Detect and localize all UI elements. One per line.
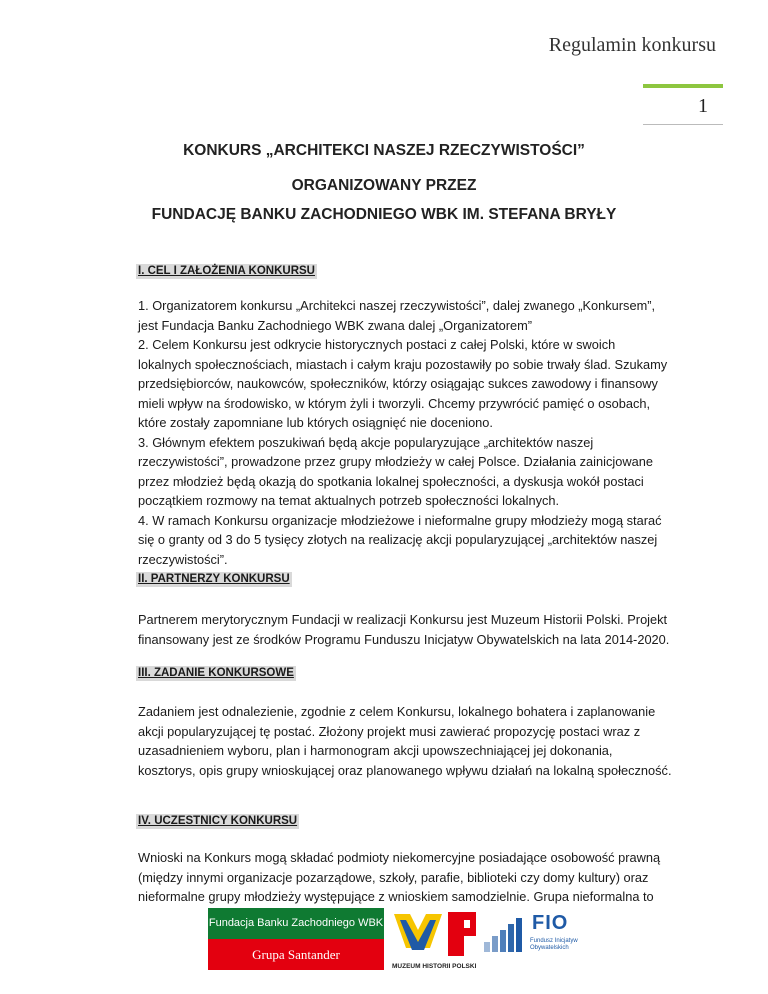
fio-logo-subtext: Fundusz Inicjatyw Obywatelskich (530, 938, 578, 951)
text-line: przez młodzież będą okazją do spotkania lokalnej społeczności, a dyskusja wokół postaci (138, 473, 644, 489)
text-line: Zadaniem jest odnalezienie, zgodnie z celem Konkursu, lokalnego bohatera i zaplanowanie (138, 704, 656, 719)
fio-logo-text: FIO (532, 912, 569, 934)
text-line: 2. Celem Konkursu jest odkrycie historycznych postaci z całej Polski, które w swoich (138, 337, 616, 352)
document-title: KONKURS „ARCHITEKCI NASZEJ RZECZYWISTOŚCI” (183, 142, 585, 159)
section-1-body (138, 296, 698, 569)
header-accent-bar (643, 84, 723, 88)
text-line: nieformalne grupy młodzieży występujące z wnioskiem samodzielnie. Grupa nieformalna to (138, 889, 654, 904)
section-3-title: III. ZADANIE KONKURSOWE (138, 667, 294, 679)
section-3-body (138, 702, 698, 780)
text-line: Wnioski na Konkurs mogą składać podmioty niekomercyjne posiadające osobowość prawną (138, 850, 661, 865)
text-line: kosztorys, opis grupy wnioskującej oraz planowanego wpływu działań na lokalną społeczność. (138, 762, 672, 778)
fundacja-bzwbk-logo (208, 908, 384, 970)
muzeum-historii-polski-logo (392, 908, 478, 970)
document-subtitle: ORGANIZOWANY PRZEZ (291, 177, 477, 194)
text-line: się o granty od 3 do 5 tysięcy złotych na realizację akcji popularyzującej „architektów naszej (138, 532, 658, 547)
section-4-title: IV. UCZESTNICY KONKURSU (138, 815, 298, 827)
text-line: mieli wpływ na środowisko, w którym żyli i tworzyli. Chcemy przywrócić pamięć o osobach, (138, 395, 651, 411)
text-line: akcji popularyzującej tę postać. Złożony projekt musi zawierać propozycję postaci wraz z (138, 723, 641, 739)
text-line: 1. Organizatorem konkursu „Architekci naszej rzeczywistości”, dalej zwanego „Konkursem”, (138, 298, 656, 313)
text-line: rzeczywistości”. (138, 551, 228, 567)
footer-logos (208, 908, 592, 984)
text-line: 3. Głównym efektem poszukiwań będą akcje popularyzujące „architektów naszej (138, 434, 594, 450)
text-line: jest Fundacja Banku Zachodniego WBK zwana dalej „Organizatorem” (138, 317, 533, 333)
text-line: rzeczywistości”, prowadzone przez grupy młodzieży w całej Polsce. Działania zainicjowane (138, 454, 653, 469)
page-number-rule (643, 124, 723, 125)
section-4-body (138, 848, 698, 907)
page-number: 1 (698, 95, 708, 117)
text-line: Partnerem merytorycznym Fundacji w realizacji Konkursu jest Muzeum Historii Polski. Projekt (138, 612, 668, 627)
text-line: przedsiębiorców, naukowców, społeczników, którzy osiągając sukces zawodowy i finansowy (138, 376, 658, 391)
section-1-title: I. CEL I ZAŁOŻENIA KONKURSU (138, 265, 315, 277)
text-line: początkiem rozmowy na temat aktualnych potrzeb społeczności lokalnych. (138, 493, 560, 508)
text-line: 4. W ramach Konkursu organizacje młodzieżowe i nieformalne grupy młodzieży mogą starać (138, 512, 662, 528)
muzeum-mark-icon (392, 908, 478, 960)
text-line: finansowany jest ze środków Programu Funduszu Inicjatyw Obywatelskich na lata 2014-2020. (138, 631, 670, 647)
santander-logo-text: Grupa Santander (208, 939, 384, 970)
fio-bars-icon (482, 914, 528, 954)
section-2-body (138, 610, 698, 649)
text-line: uzasadnieniem wyboru, plan i harmonogram akcji upowszechniającej jej dokonania, (138, 743, 613, 758)
fundacja-logo-text: Fundacja Banku Zachodniego WBK (208, 908, 384, 939)
fio-logo (482, 908, 592, 970)
text-line: które zostały zapomniane lub których osiągnięć nie doceniono. (138, 415, 493, 430)
muzeum-logo-text: MUZEUM HISTORII POLSKI (392, 963, 477, 970)
organizer-heading: FUNDACJĘ BANKU ZACHODNIEGO WBK IM. STEFANA BRYŁY (151, 206, 617, 223)
text-line: lokalnych społecznościach, miastach i całym kraju pozostawiły po sobie trwały ślad. Szukamy (138, 356, 668, 372)
section-2-title: II. PARTNERZY KONKURSU (138, 573, 290, 585)
header-title: Regulamin konkursu (548, 34, 716, 56)
text-line: (między innymi organizacje pozarządowe, szkoły, parafie, biblioteki czy domy kultury) oraz (138, 869, 649, 885)
